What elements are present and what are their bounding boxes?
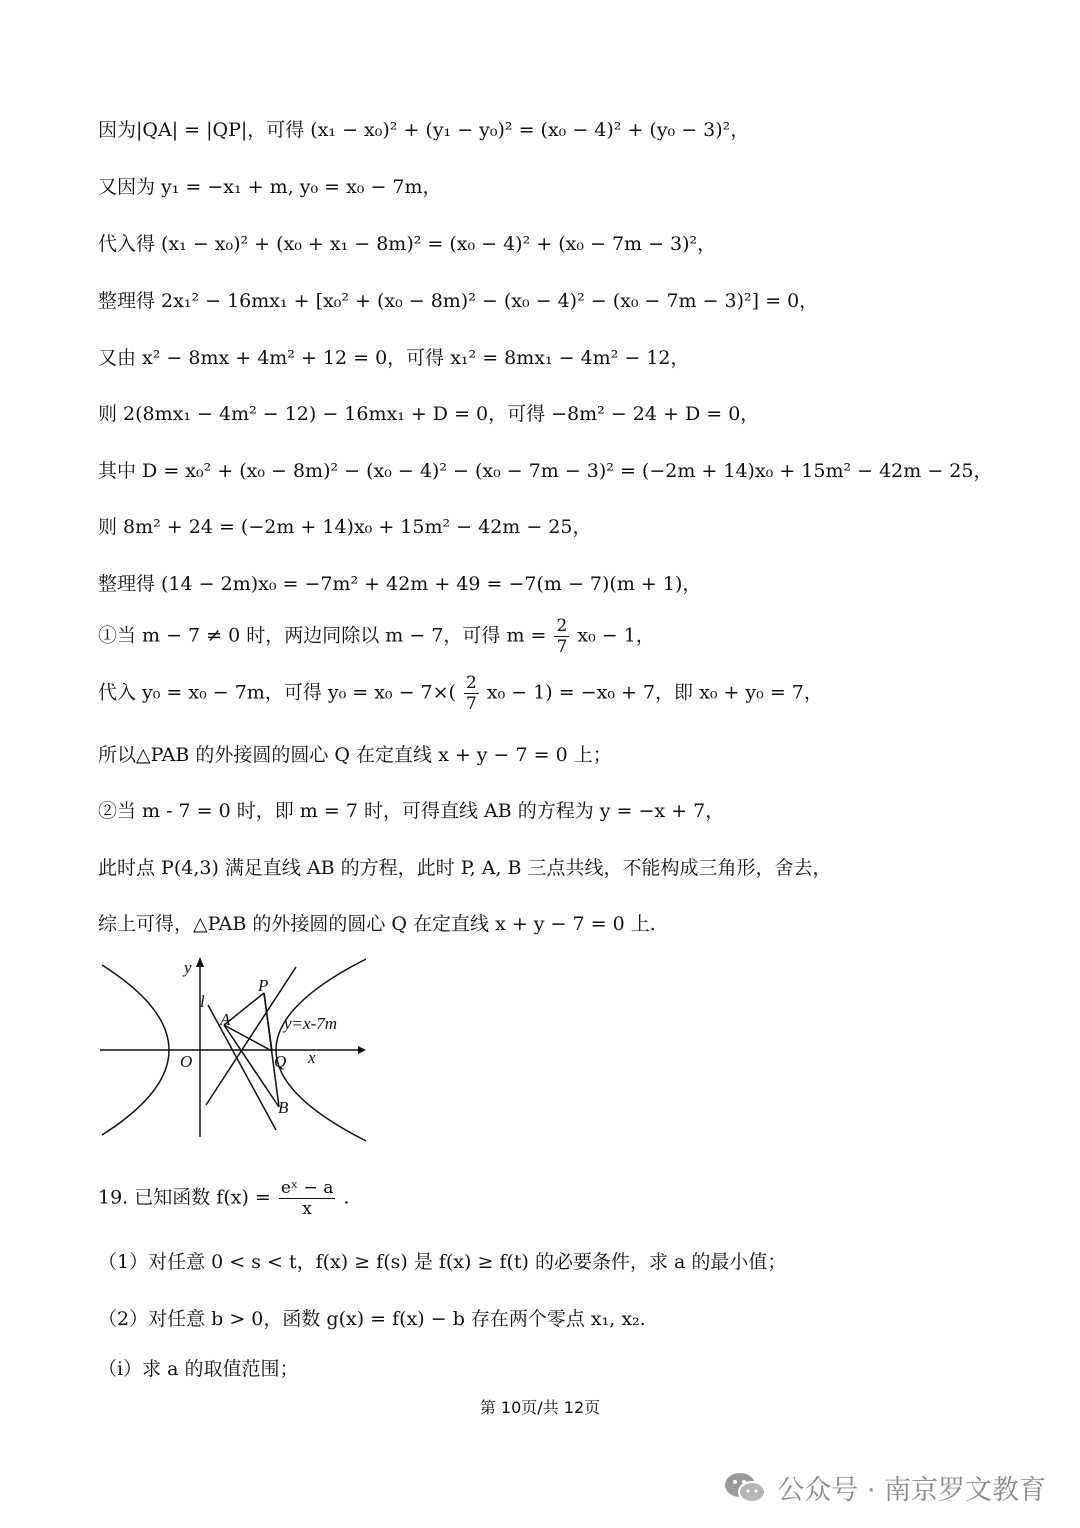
text-line-8: 则 8m² + 24 = (−2m + 14)x₀ + 15m² − 42m − 25， bbox=[98, 516, 592, 538]
substitution-line bbox=[98, 673, 823, 714]
watermark-text: 公众号 · 南京罗文教育 bbox=[777, 1475, 1046, 1506]
label-a: A bbox=[220, 1010, 231, 1029]
function-fraction bbox=[279, 1178, 335, 1219]
fraction-numerator: 2 bbox=[556, 616, 568, 636]
conclusion-line-1: 所以△PAB 的外接圆的圆心 Q 在定直线 x + y − 7 = 0 上； bbox=[98, 744, 612, 766]
text-line-6: 则 2(8mx₁ − 4m² − 12) − 16mx₁ + D = 0，可得 −8m² − 24 + D = 0， bbox=[98, 403, 760, 425]
page-footer: 第 10页/共 12页 bbox=[479, 1398, 601, 1417]
point-p-line: 此时点 P(4,3) 满足直线 AB 的方程，此时 P, A, B 三点共线，不能构成三角形，舍去， bbox=[98, 857, 832, 879]
text-line-5: 又由 x² − 8mx + 4m² + 12 = 0，可得 x₁² = 8mx₁ − 4m² − 12， bbox=[98, 347, 690, 369]
y-axis-arrow bbox=[196, 957, 204, 967]
summary-line: 综上可得，△PAB 的外接圆的圆心 Q 在定直线 x + y − 7 = 0 上. bbox=[98, 913, 656, 935]
fraction-denominator: 7 bbox=[556, 637, 568, 657]
text-line-9: 整理得 (14 − 2m)x₀ = −7m² + 42m + 49 = −7(m − 7)(m + 1)， bbox=[98, 573, 702, 595]
problem-19-part-1: （1）对任意 0 < s < t，f(x) ≥ f(s) 是 f(x) ≥ f(t) 的必要条件，求 a 的最小值； bbox=[98, 1251, 787, 1273]
line-l bbox=[208, 1005, 276, 1130]
case-2-line: ②当 m - 7 = 0 时，即 m = 7 时，可得直线 AB 的方程为 y = −x + 7， bbox=[98, 800, 725, 822]
fraction-numerator: eˣ − a bbox=[280, 1178, 334, 1198]
label-p: P bbox=[258, 976, 269, 995]
fraction-denominator: x bbox=[302, 1199, 312, 1219]
case-1-line bbox=[98, 616, 655, 657]
label-o: O bbox=[180, 1052, 193, 1071]
text-line-7: 其中 D = x₀² + (x₀ − 8m)² − (x₀ − 4)² − (x₀ − 7m − 3)² = (−2m + 14)x₀ + 15m² − 42m − 25， bbox=[98, 460, 993, 482]
text-line-2: 又因为 y₁ = −x₁ + m, y₀ = x₀ − 7m， bbox=[98, 176, 442, 198]
case-1-post: x₀ − 1， bbox=[577, 624, 655, 647]
subst-pre: 代入 y₀ = x₀ − 7m，可得 y₀ = x₀ − 7×( bbox=[98, 681, 456, 704]
watermark bbox=[723, 1468, 1046, 1507]
hyperbola-diagram bbox=[96, 955, 366, 1145]
text-line-4: 整理得 2x₁² − 16mx₁ + [x₀² + (x₀ − 8m)² − (x₀ − 4)² − (x₀ − 7m − 3)²] = 0， bbox=[98, 290, 819, 312]
fraction-denominator: 7 bbox=[466, 694, 477, 714]
fraction-two-sevenths-2 bbox=[464, 673, 479, 714]
segment-pq bbox=[264, 993, 272, 1051]
x-axis-arrow bbox=[358, 1046, 366, 1054]
problem-intro-pre: 19. 已知函数 f(x) = bbox=[98, 1186, 271, 1209]
label-line-equation: y=x-7m bbox=[284, 1014, 338, 1033]
fraction-two-sevenths bbox=[554, 616, 569, 657]
label-x: x bbox=[308, 1048, 316, 1067]
text-line-3: 代入得 (x₁ − x₀)² + (x₀ + x₁ − 8m)² = (x₀ − 4)² + (x₀ − 7m − 3)²， bbox=[98, 233, 717, 255]
wechat-icon bbox=[723, 1470, 767, 1506]
case-1-pre: ①当 m − 7 ≠ 0 时，两边同除以 m − 7，可得 m = bbox=[98, 624, 547, 647]
problem-19-intro bbox=[98, 1178, 349, 1219]
label-l: l bbox=[200, 992, 205, 1011]
problem-19-part-2: （2）对任意 b > 0，函数 g(x) = f(x) − b 存在两个零点 x₁, x₂. bbox=[98, 1308, 646, 1330]
text-line-1: 因为|QA| = |QP|，可得 (x₁ − x₀)² + (y₁ − y₀)² = (x₀ − 4)² + (y₀ − 3)²， bbox=[98, 119, 750, 141]
label-y: y bbox=[184, 958, 192, 977]
label-q: Q bbox=[274, 1052, 287, 1071]
fraction-numerator: 2 bbox=[466, 673, 477, 693]
problem-19-part-2i: （i）求 a 的取值范围； bbox=[98, 1358, 299, 1380]
label-b: B bbox=[278, 1098, 289, 1117]
problem-intro-post: . bbox=[343, 1186, 350, 1209]
subst-post: x₀ − 1) = −x₀ + 7，即 x₀ + y₀ = 7， bbox=[486, 681, 823, 704]
